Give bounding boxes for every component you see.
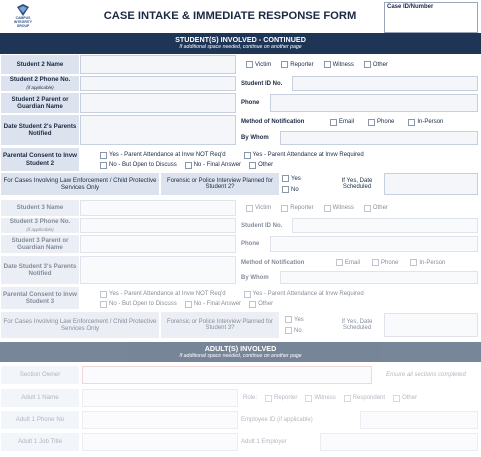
student2-notification-options: [330, 115, 480, 129]
checkbox-icon: [265, 395, 272, 402]
checkbox-icon: [305, 395, 312, 402]
student2-role-witness[interactable]: Witness: [324, 61, 354, 68]
checkbox-icon: [282, 186, 289, 193]
checkbox-icon: [246, 61, 253, 68]
students-section-header: [0, 33, 481, 54]
student2-block: [0, 54, 481, 199]
shield-logo-icon: [16, 4, 30, 16]
checkbox-icon: [364, 205, 371, 212]
student2-if-yes-date-input[interactable]: [384, 173, 478, 195]
student3-role-other[interactable]: Other: [364, 205, 388, 212]
student3-consent-yes-required[interactable]: Yes - Parent Attendance at Invw Required: [244, 291, 364, 298]
section-owner-label: Section Owner: [0, 365, 80, 385]
student3-forensic-options: [285, 314, 330, 336]
checkbox-icon: [330, 119, 337, 126]
section-owner-input[interactable]: [82, 366, 372, 384]
student3-parent-phone-input[interactable]: [270, 236, 478, 252]
student3-notification-label: Method of Notification: [241, 259, 305, 266]
checkbox-icon: [244, 152, 251, 159]
checkbox-icon: [249, 162, 256, 169]
student3-if-yes-label: If Yes, Date Scheduled: [341, 319, 373, 331]
student3-notification-options: [336, 256, 480, 269]
adult1-role-respondent[interactable]: Respondent: [344, 395, 385, 402]
student2-consent-yes-required[interactable]: Yes - Parent Attendance at Invw Required: [244, 152, 364, 159]
student3-law-label: For Cases Involving Law Enforcement / Child Protective Services Only: [0, 311, 160, 339]
student3-date-input[interactable]: [80, 256, 236, 284]
checkbox-icon: [393, 395, 400, 402]
student3-role-victim[interactable]: Victim: [246, 205, 271, 212]
student3-phone-right-label: Phone: [241, 241, 260, 247]
student2-by-whom-input[interactable]: [280, 131, 478, 145]
student3-forensic-yes[interactable]: Yes: [285, 314, 330, 325]
adult1-employer-label: Adult 1 Employer: [241, 439, 287, 445]
student2-phone-input[interactable]: [80, 76, 236, 91]
student2-forensic-no[interactable]: No: [282, 184, 332, 195]
checkbox-icon: [336, 259, 343, 266]
student3-role-reporter[interactable]: Reporter: [281, 205, 313, 212]
student2-parent-input[interactable]: [80, 93, 236, 113]
student2-notify-in-person[interactable]: In-Person: [408, 119, 443, 126]
checkbox-icon: [100, 162, 107, 169]
student2-role-other[interactable]: Other: [364, 61, 388, 68]
ensure-sections-note: Ensure all sections completed: [386, 372, 466, 378]
student3-consent-options: [100, 289, 480, 309]
student2-role-reporter[interactable]: Reporter: [281, 61, 313, 68]
adult1-job-input[interactable]: [82, 433, 238, 451]
checkbox-icon: [281, 61, 288, 68]
adult1-job-label: Adult 1 Job Title: [0, 432, 80, 452]
student3-consent-other[interactable]: Other: [249, 301, 273, 308]
checkbox-icon: [324, 61, 331, 68]
student2-if-yes-label: If Yes, Date Scheduled: [341, 178, 373, 190]
adults-section-header: [0, 342, 481, 362]
adult1-role-label: Role:: [243, 395, 258, 401]
student2-consent-options: [100, 150, 480, 172]
student3-parent-input[interactable]: [80, 235, 236, 253]
student3-date-label: Date Student 3's Parents Notified: [0, 255, 80, 285]
form-title: CASE INTAKE & IMMEDIATE RESPONSE FORM: [103, 10, 357, 22]
checkbox-icon: [249, 301, 256, 308]
checkbox-icon: [282, 175, 289, 182]
student3-id-label: Student ID No.: [241, 222, 283, 229]
student2-id-label: Student ID No.: [241, 80, 283, 87]
checkbox-icon: [281, 205, 288, 212]
adult1-role-witness[interactable]: Witness: [305, 395, 335, 402]
student3-name-input[interactable]: [80, 200, 236, 216]
checkbox-icon: [364, 61, 371, 68]
student3-name-label: Student 3 Name: [0, 199, 80, 217]
students-section-title: STUDENT(S) INVOLVED - CONTINUED: [175, 35, 306, 44]
student2-notify-phone[interactable]: Phone: [368, 119, 394, 126]
checkbox-icon: [408, 119, 415, 126]
checkbox-icon: [368, 119, 375, 126]
checkbox-icon: [100, 152, 107, 159]
case-id-label: Case ID/Number: [387, 4, 434, 10]
employee-id-label: Employee ID (if applicable): [241, 417, 313, 423]
student3-consent-no-final[interactable]: No - Final Answer: [185, 301, 241, 308]
checkbox-icon: [324, 205, 331, 212]
adult1-roles: [240, 388, 481, 408]
student3-notify-email[interactable]: Email: [336, 259, 360, 266]
adults-section-title: ADULT(S) INVOLVED: [204, 344, 277, 353]
adult1-employer-input[interactable]: [320, 433, 478, 451]
checkbox-icon: [285, 327, 292, 334]
student2-forensic-options: [282, 173, 332, 195]
checkbox-icon: [185, 301, 192, 308]
student2-consent-yes-not-required[interactable]: Yes - Parent Attendance at Invw NOT Req'd: [100, 152, 226, 159]
logo-text: CAMPUS INTEGRITY GROUP: [13, 16, 33, 28]
student3-block: [0, 199, 481, 341]
student2-name-input[interactable]: [80, 55, 236, 74]
student3-notify-in-person[interactable]: In-Person: [410, 259, 445, 266]
student2-parent-phone-input[interactable]: [270, 94, 478, 112]
student2-name-label: Student 2 Name: [0, 54, 80, 75]
student2-role-victim[interactable]: Victim: [246, 61, 271, 68]
student2-forensic-label: Forensic or Police Interview Planned for Student 2?: [160, 172, 280, 196]
case-id-box[interactable]: [384, 2, 478, 33]
student3-by-whom-input[interactable]: [280, 271, 478, 284]
student3-if-yes-date-input[interactable]: [384, 313, 478, 337]
student3-phone-label: Student 3 Phone No. (if applicable): [0, 217, 80, 234]
student2-phone-right-label: Phone: [241, 100, 260, 106]
adult1-role-other[interactable]: Other: [393, 395, 417, 402]
student2-notify-email[interactable]: Email: [330, 119, 354, 126]
student2-roles: [240, 54, 481, 75]
checkbox-icon: [185, 162, 192, 169]
student2-consent-no-final[interactable]: No - Final Answer: [185, 162, 241, 169]
student3-role-witness[interactable]: Witness: [324, 205, 354, 212]
checkbox-icon: [246, 205, 253, 212]
checkbox-icon: [100, 301, 107, 308]
student2-id-input[interactable]: [292, 76, 478, 91]
student3-notify-phone[interactable]: Phone: [372, 259, 398, 266]
student3-forensic-label: Forensic or Police Interview Planned for Student 3?: [160, 311, 280, 339]
student2-forensic-yes[interactable]: Yes: [282, 173, 332, 184]
student2-consent-other[interactable]: Other: [249, 162, 273, 169]
student2-date-input[interactable]: [80, 115, 236, 145]
student3-id-input[interactable]: [292, 218, 478, 233]
adult1-name-input[interactable]: [82, 389, 238, 407]
student2-law-label: For Cases Involving Law Enforcement / Child Protective Services Only: [0, 172, 160, 196]
students-section-subtitle: If additional space needed, continue on another page: [179, 44, 302, 50]
adult1-role-reporter[interactable]: Reporter: [265, 395, 297, 402]
employee-id-input[interactable]: [360, 411, 478, 429]
checkbox-icon: [344, 395, 351, 402]
student3-roles: [240, 199, 481, 217]
student2-date-label: Date Student 2's Parents Notified: [0, 114, 80, 146]
student3-by-whom-label: By Whom: [241, 274, 269, 281]
adults-block: [0, 364, 481, 457]
student3-parent-label: Student 3 Parent or Guardian Name: [0, 234, 80, 254]
adult1-phone-input[interactable]: [82, 411, 238, 429]
student3-forensic-no[interactable]: No: [285, 325, 330, 336]
student2-consent-label: Parental Consent to Invw Student 2: [0, 147, 80, 172]
student2-consent-no-open[interactable]: No - But Open to Discuss: [100, 162, 177, 169]
adults-section-subtitle: If additional space needed, continue on another page: [179, 353, 302, 359]
student3-consent-yes-not-required[interactable]: Yes - Parent Attendance at Invw NOT Req'd: [100, 291, 226, 298]
student3-phone-input[interactable]: [80, 218, 236, 233]
adult1-name-label: Adult 1 Name: [0, 388, 80, 408]
student2-parent-label: Student 2 Parent or Guardian Name: [0, 92, 80, 114]
checkbox-icon: [372, 259, 379, 266]
checkbox-icon: [100, 291, 107, 298]
student2-notification-label: Method of Notification: [241, 119, 305, 125]
student2-phone-label: Student 2 Phone No. (if applicable): [0, 75, 80, 92]
student3-consent-label: Parental Consent to Invw Student 3: [0, 286, 80, 310]
student2-by-whom-label: By Whom: [241, 135, 269, 141]
checkbox-icon: [244, 291, 251, 298]
logo: [7, 3, 39, 29]
adult1-phone-label: Adult 1 Phone No: [0, 410, 80, 430]
checkbox-icon: [410, 259, 417, 266]
checkbox-icon: [285, 316, 292, 323]
student3-consent-no-open[interactable]: No - But Open to Discuss: [100, 301, 177, 308]
